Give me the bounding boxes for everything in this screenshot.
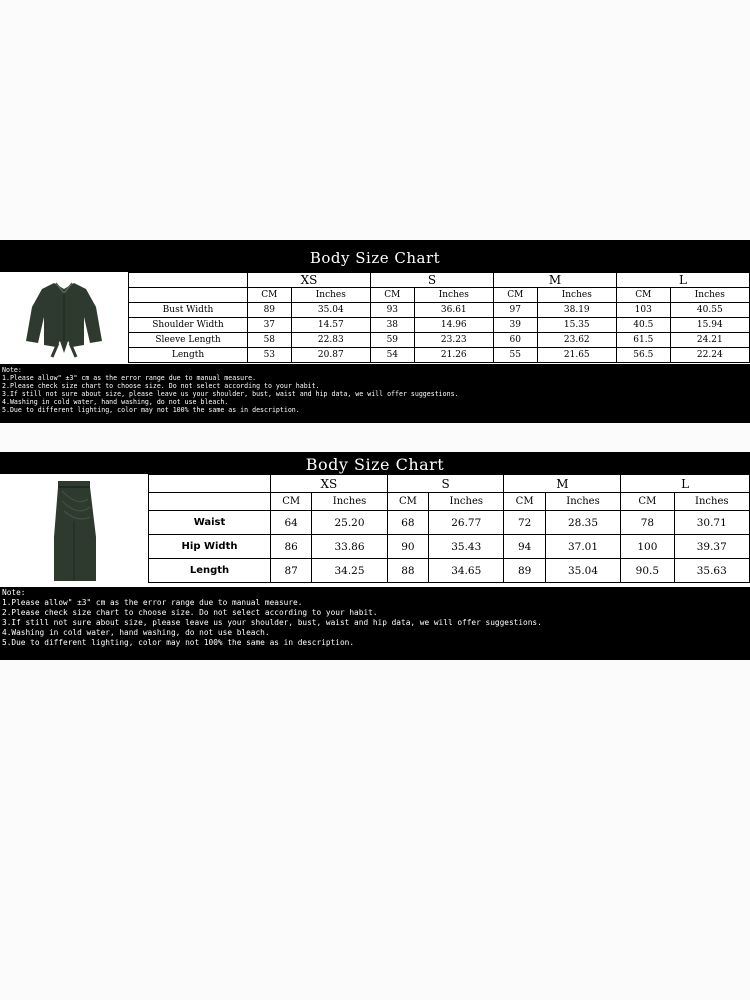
- chart-title: Body Size Chart: [309, 249, 441, 267]
- size-l: L: [621, 475, 750, 493]
- table-cell: 35.43: [429, 535, 504, 559]
- size-s: S: [370, 273, 493, 288]
- table-row: [149, 511, 750, 535]
- table-cell: 22.24: [670, 348, 749, 363]
- table-cell: 39: [493, 318, 537, 333]
- chart-title: Body Size Chart: [305, 455, 445, 474]
- blouse-image: [0, 272, 128, 364]
- unit-cm: CM: [387, 493, 428, 511]
- table-cell: 34.65: [429, 559, 504, 583]
- notes-block: [0, 587, 750, 660]
- note-line: 3.If still not sure about size, please leave us your shoulder, bust, waist and hip data, we will offer suggestions.: [2, 618, 542, 627]
- size-table: [128, 272, 750, 363]
- unit-inches: Inches: [312, 493, 387, 511]
- table-cell: 30.71: [674, 511, 749, 535]
- table-cell: 21.26: [414, 348, 493, 363]
- table-cell: 90: [387, 535, 428, 559]
- table-cell: 64: [271, 511, 312, 535]
- row-label: Sleeve Length: [129, 333, 248, 348]
- table-cell: 53: [248, 348, 292, 363]
- table-cell: 55: [493, 348, 537, 363]
- table-cell: 14.57: [291, 318, 370, 333]
- table-cell: 15.94: [670, 318, 749, 333]
- unit-header-row: [129, 288, 750, 303]
- table-cell: 38: [370, 318, 414, 333]
- unit-header-row: [149, 493, 750, 511]
- table-cell: 23.23: [414, 333, 493, 348]
- table-cell: 35.63: [674, 559, 749, 583]
- table-cell: 34.25: [312, 559, 387, 583]
- table-cell: 103: [616, 303, 670, 318]
- table-cell: 35.04: [291, 303, 370, 318]
- table-cell: 100: [621, 535, 674, 559]
- size-xs: XS: [248, 273, 371, 288]
- table-cell: 60: [493, 333, 537, 348]
- table-cell: 24.21: [670, 333, 749, 348]
- note-line: Note:: [2, 588, 26, 597]
- skirt-image: [0, 474, 148, 587]
- table-cell: 59: [370, 333, 414, 348]
- unit-cm: CM: [616, 288, 670, 303]
- table-cell: 72: [504, 511, 545, 535]
- table-cell: 88: [387, 559, 428, 583]
- table-cell: 58: [248, 333, 292, 348]
- table-cell: 56.5: [616, 348, 670, 363]
- unit-inches: Inches: [670, 288, 749, 303]
- note-line: 1.Please allow" ±3" cm as the error range due to manual measure.: [2, 374, 257, 382]
- note-line: 5.Due to different lighting, color may not 100% the same as in description.: [2, 638, 355, 647]
- table-cell: 61.5: [616, 333, 670, 348]
- row-label: Length: [129, 348, 248, 363]
- table-cell: 97: [493, 303, 537, 318]
- table-row: [149, 535, 750, 559]
- table-cell: 40.5: [616, 318, 670, 333]
- size-s: S: [387, 475, 504, 493]
- size-table-area: [0, 272, 750, 365]
- note-line: 4.Washing in cold water, hand washing, do not use bleach.: [2, 628, 270, 637]
- unit-cm: CM: [271, 493, 312, 511]
- table-cell: 40.55: [670, 303, 749, 318]
- table-cell: 68: [387, 511, 428, 535]
- unit-cm: CM: [370, 288, 414, 303]
- row-label: Hip Width: [149, 535, 271, 559]
- table-cell: 14.96: [414, 318, 493, 333]
- table-cell: 38.19: [537, 303, 616, 318]
- skirt-icon: [44, 477, 104, 585]
- note-line: 1.Please allow" ±3" cm as the error range due to manual measure.: [2, 598, 303, 607]
- table-cell: 35.04: [545, 559, 620, 583]
- table-cell: 26.77: [429, 511, 504, 535]
- unit-inches: Inches: [291, 288, 370, 303]
- row-label: Bust Width: [129, 303, 248, 318]
- table-cell: 89: [248, 303, 292, 318]
- unit-inches: Inches: [537, 288, 616, 303]
- row-label: Length: [149, 559, 271, 583]
- size-xs: XS: [271, 475, 388, 493]
- unit-cm: CM: [493, 288, 537, 303]
- size-l: L: [616, 273, 749, 288]
- size-table: [148, 474, 750, 583]
- table-row: [129, 303, 750, 318]
- table-cell: 20.87: [291, 348, 370, 363]
- table-cell: 93: [370, 303, 414, 318]
- table-cell: 37.01: [545, 535, 620, 559]
- table-cell: 39.37: [674, 535, 749, 559]
- table-cell: 94: [504, 535, 545, 559]
- table-cell: 23.62: [537, 333, 616, 348]
- note-line: Note:: [2, 366, 22, 374]
- table-cell: 78: [621, 511, 674, 535]
- unit-inches: Inches: [545, 493, 620, 511]
- note-line: 2.Please check size chart to choose size. Do not select according to your habit.: [2, 382, 320, 390]
- size-header-row: [149, 475, 750, 493]
- note-line: 5.Due to different lighting, color may not 100% the same as in description.: [2, 406, 300, 414]
- table-row: [129, 318, 750, 333]
- table-cell: 36.61: [414, 303, 493, 318]
- table-cell: 21.65: [537, 348, 616, 363]
- table-row: [149, 559, 750, 583]
- chart-title-bar: [0, 452, 750, 474]
- unit-inches: Inches: [429, 493, 504, 511]
- table-cell: 15.35: [537, 318, 616, 333]
- unit-cm: CM: [621, 493, 674, 511]
- unit-inches: Inches: [414, 288, 493, 303]
- size-m: M: [504, 475, 621, 493]
- table-cell: 37: [248, 318, 292, 333]
- blouse-size-chart: [0, 240, 750, 414]
- table-cell: 90.5: [621, 559, 674, 583]
- table-cell: 89: [504, 559, 545, 583]
- size-header-row: [129, 273, 750, 288]
- note-line: 4.Washing in cold water, hand washing, do not use bleach.: [2, 398, 229, 406]
- note-line: 2.Please check size chart to choose size. Do not select according to your habit.: [2, 608, 378, 617]
- unit-cm: CM: [504, 493, 545, 511]
- blouse-icon: [24, 277, 104, 359]
- chart-title-bar: [0, 240, 750, 272]
- table-cell: 54: [370, 348, 414, 363]
- row-label: Waist: [149, 511, 271, 535]
- size-table-area: [0, 474, 750, 588]
- unit-cm: CM: [248, 288, 292, 303]
- note-line: 3.If still not sure about size, please leave us your shoulder, bust, waist and hip data, we will offer suggestions.: [2, 390, 459, 398]
- table-cell: 25.20: [312, 511, 387, 535]
- table-cell: 33.86: [312, 535, 387, 559]
- table-cell: 22.83: [291, 333, 370, 348]
- table-cell: 28.35: [545, 511, 620, 535]
- unit-inches: Inches: [674, 493, 749, 511]
- skirt-size-chart: [0, 452, 750, 647]
- row-label: Shoulder Width: [129, 318, 248, 333]
- notes-block: [0, 364, 750, 423]
- table-row: [129, 333, 750, 348]
- table-cell: 86: [271, 535, 312, 559]
- size-m: M: [493, 273, 616, 288]
- table-row: [129, 348, 750, 363]
- table-cell: 87: [271, 559, 312, 583]
